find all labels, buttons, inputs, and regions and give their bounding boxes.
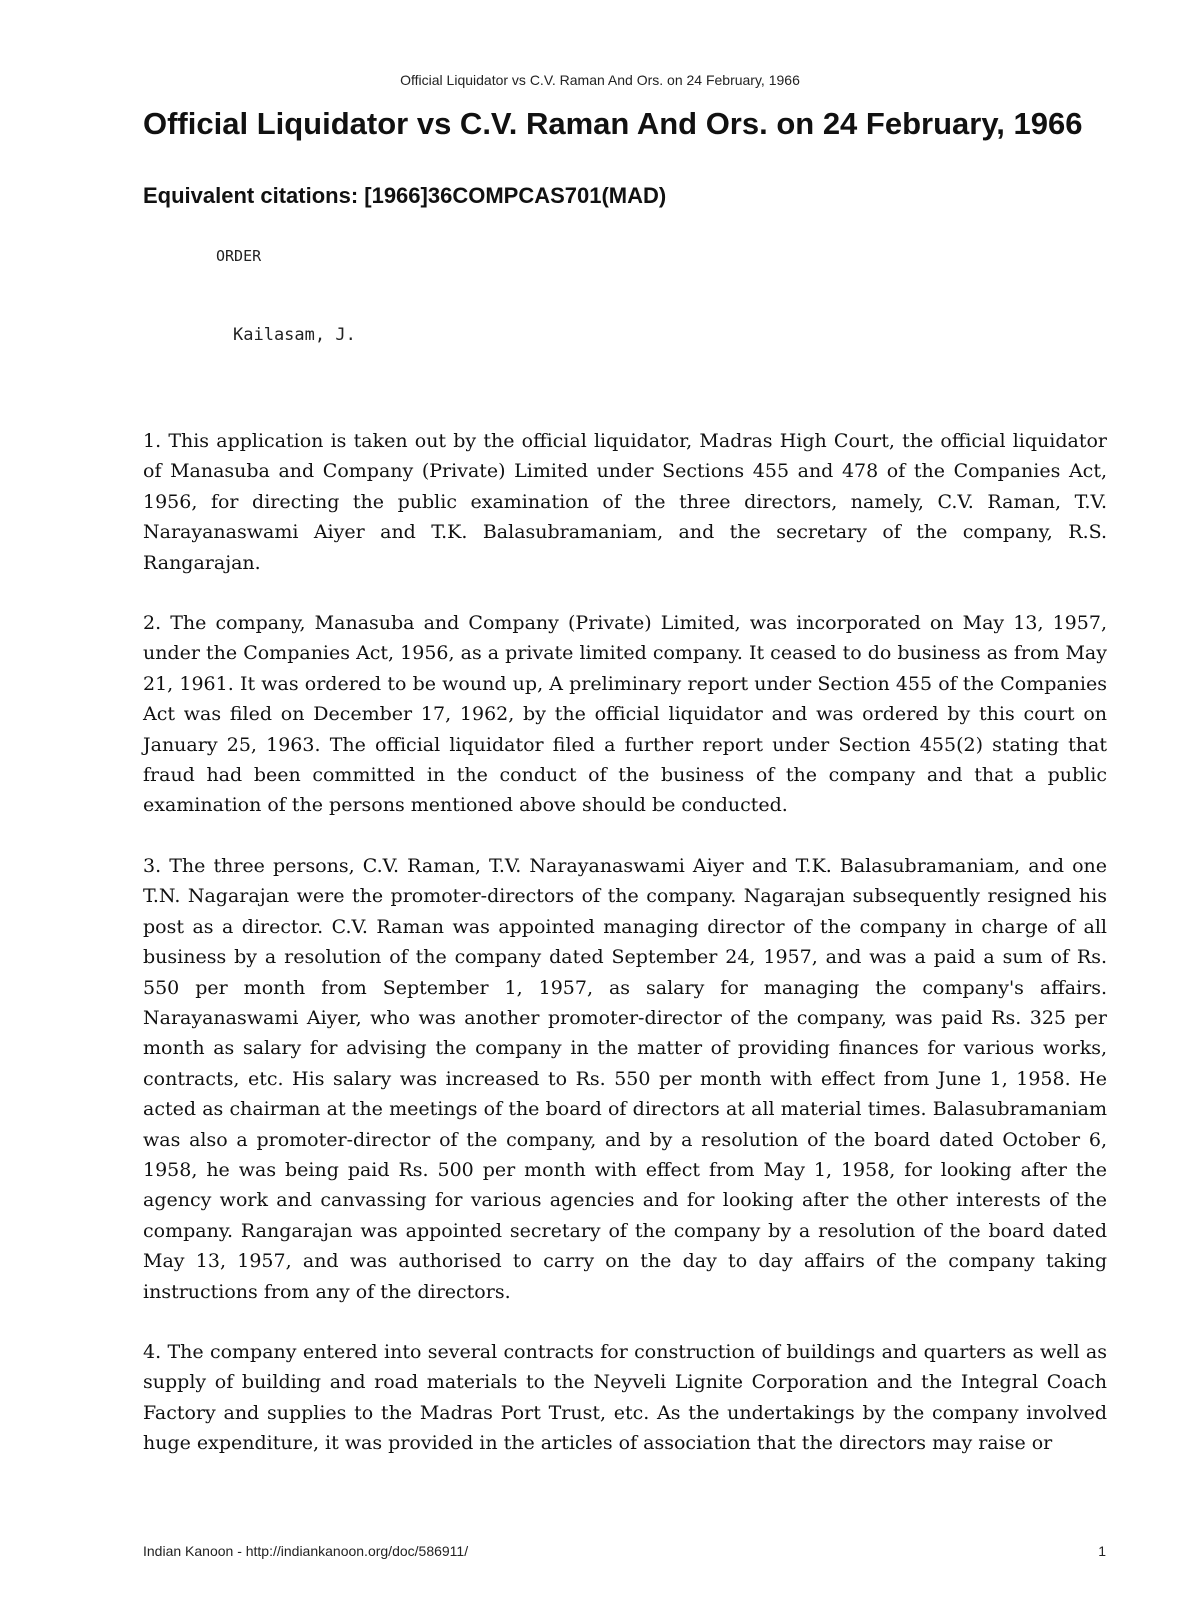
document-title: Official Liquidator vs C.V. Raman And Ors. on 24 February, 1966 [143, 106, 1083, 141]
page-number: 1 [1098, 1543, 1106, 1559]
order-label: ORDER [216, 247, 262, 265]
paragraph-2: 2. The company, Manasuba and Company (Private) Limited, was incorporated on May 13, 1957, under the Companies Act, 1956, as a private limited company. It ceased to do business as from May 21, 1961. It was ordered to be wound up, A preliminary report under Section 455 of the Companies Act was filed on December 17, 1962, by the official liquidator and was ordered by this court on January 25, 1963. The official liquidator filed a further report under Section 455(2) stating that fraud had been committed in the conduct of the business of the company and that a public examination of the persons mentioned above should be conducted. [143, 612, 1107, 817]
equivalent-citations: Equivalent citations: [1966]36COMPCAS701(MAD) [143, 183, 667, 208]
paragraph-3: 3. The three persons, C.V. Raman, T.V. Narayanaswami Aiyer and T.K. Balasubramaniam, and one T.N. Nagarajan were the promoter-directors of the company. Nagarajan subsequently resigned his post as a director. C.V. Raman was appointed managing director of the company in charge of all business by a resolution of the company dated September 24, 1957, and was a paid a sum of Rs. 550 per month from September 1, 1957, as salary for managing the company's affairs. Narayanaswami Aiyer, who was another promoter-director of the company, was paid Rs. 325 per month as salary for advising the company in the matter of providing finances for various works, contracts, etc. His salary was increased to Rs. 550 per month with effect from June 1, 1958. He acted as chairman at the meetings of the board of directors at all material times. Balasubramaniam was also a promoter-director of the company, and by a resolution of the board dated October 6, 1958, he was being paid Rs. 500 per month with effect from May 1, 1958, for looking after the agency work and canvassing for various agencies and for looking after the other interests of the company. Rangarajan was appointed secretary of the company by a resolution of the board dated May 13, 1957, and was authorised to carry on the day to day affairs of the company taking instructions from any of the directors. [143, 854, 1107, 1303]
footer-source-link[interactable]: Indian Kanoon - http://indiankanoon.org/doc/586911/ [143, 1543, 469, 1559]
paragraph-1: 1. This application is taken out by the official liquidator, Madras High Court, the official liquidator of Manasuba and Company (Private) Limited under Sections 455 and 478 of the Companies Act, 1956, for directing the public examination of the three directors, namely, C.V. Raman, T.V. Narayanaswami Aiyer and T.K. Balasubramaniam, and the secretary of the company, R.S. Rangarajan. [143, 430, 1107, 574]
judge-name: Kailasam, J. [233, 325, 356, 345]
document-body [143, 426, 1107, 1489]
paragraph-4: 4. The company entered into several contracts for construction of buildings and quarters as well as supply of building and road materials to the Neyveli Lignite Corporation and the Integral Coach Factory and supplies to the Madras Port Trust, etc. As the undertakings by the company involved huge expenditure, it was provided in the articles of association that the directors may raise or [143, 1340, 1107, 1455]
running-header: Official Liquidator vs C.V. Raman And Ors. on 24 February, 1966 [400, 72, 800, 88]
